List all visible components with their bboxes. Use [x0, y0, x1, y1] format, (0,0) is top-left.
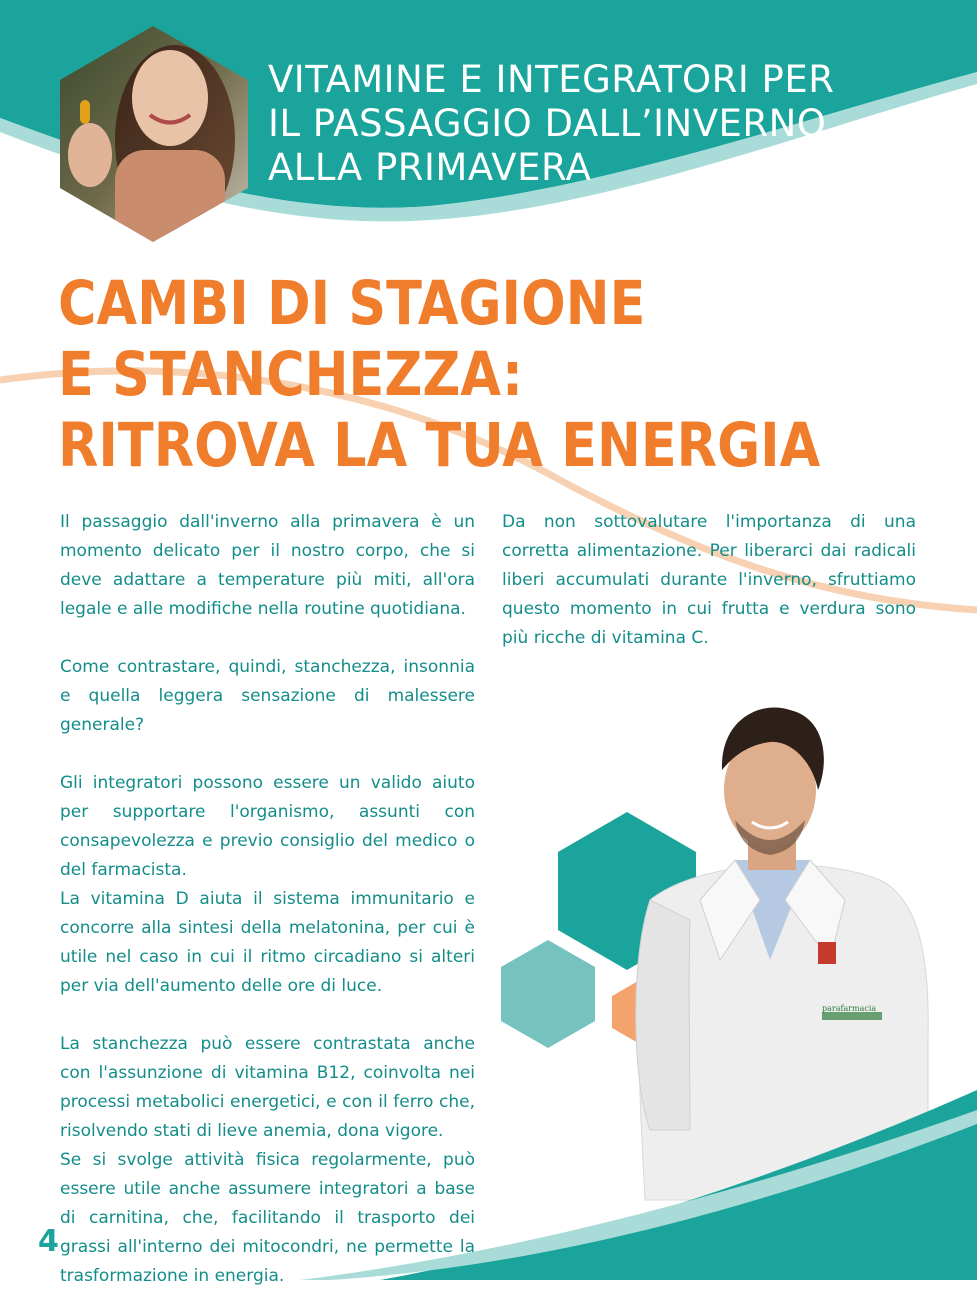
- section-title-line: VITAMINE E INTEGRATORI PER: [268, 58, 835, 101]
- section-title: [268, 58, 888, 190]
- article-paragraph: Il passaggio dall'inverno alla primavera è un momento delicato per il nostro corpo, che si deve adattare a temperature più miti, all'ora legale e alle modifiche nella routine quotidiana.: [60, 512, 475, 619]
- article-paragraph: Come contrastare, quindi, stanchezza, insonnia e quella leggera sensazione di malessere generale?: [60, 657, 475, 735]
- article-paragraph: La stanchezza può essere contrastata anche con l'assunzione di vitamina B12, coinvolta nei processi metabolici energetici, e con il ferro che, risolvendo stati di lieve anemia, dona vigore.: [60, 1034, 475, 1141]
- page-number: 4: [38, 1224, 59, 1259]
- headline-line: CAMBI DI STAGIONE: [58, 268, 646, 339]
- section-title-line: ALLA PRIMAVERA: [268, 146, 592, 189]
- article-column-right: [502, 508, 916, 653]
- headline-line: RITROVA LA TUA ENERGIA: [58, 410, 821, 481]
- headline: [58, 268, 821, 481]
- article-paragraph: Se si svolge attività fisica regolarmente, può essere utile anche assumere integratori a base di carnitina, che, facilitando il trasporto dei grassi all'interno dei mitocondri, ne permette la trasformazione in energia.: [60, 1150, 475, 1286]
- section-title-line: IL PASSAGGIO DALL’INVERNO: [268, 102, 827, 145]
- article-paragraph: La vitamina D aiuta il sistema immunitario e concorre alla sintesi della melatonina, per cui è utile nel caso in cui il ritmo circadiano si alteri per via dell'aumento delle ore di luce.: [60, 889, 475, 996]
- coat-badge-text: parafarmacia: [822, 1004, 877, 1013]
- headline-line: E STANCHEZZA:: [58, 339, 523, 410]
- pharmacist-photo: [636, 708, 929, 1201]
- article-column-left: [60, 508, 475, 1291]
- article-paragraph: Da non sottovalutare l'importanza di una corretta alimentazione. Per liberarci dai radicali liberi accumulati durante l'inverno, sfruttiamo questo momento in cui frutta e verdura sono più ricche di vitamina C.: [502, 512, 916, 648]
- article-paragraph: Gli integratori possono essere un valido aiuto per supportare l'organismo, assunti con consapevolezza e previo consiglio del medico o del farmacista.: [60, 773, 475, 880]
- hexagon-teal-light: [501, 940, 595, 1048]
